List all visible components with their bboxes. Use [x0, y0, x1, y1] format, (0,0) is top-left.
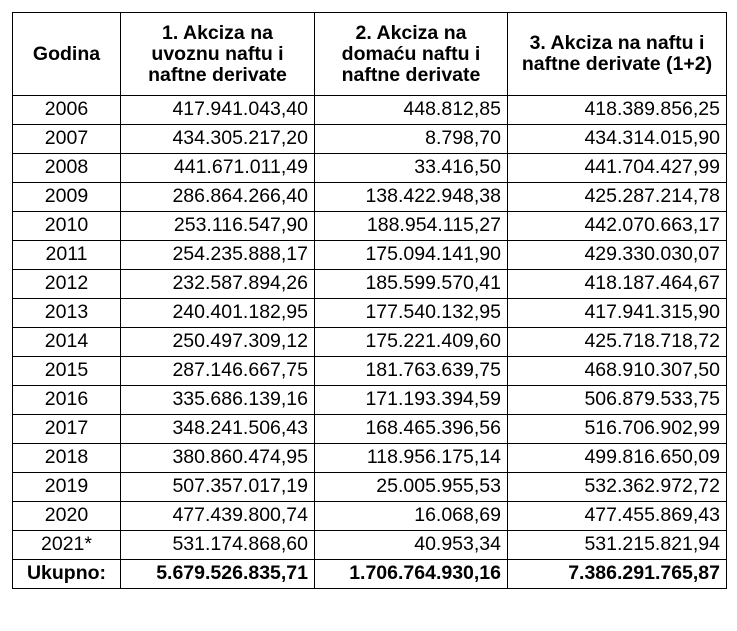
- cell-total-excise: 442.070.663,17: [508, 212, 727, 241]
- cell-total-excise: 434.314.015,90: [508, 125, 727, 154]
- cell-domestic-excise: 175.094.141,90: [315, 241, 508, 270]
- total-import-excise: 5.679.526.835,71: [121, 560, 315, 589]
- table-body: [13, 96, 727, 560]
- cell-total-excise: 418.187.464,67: [508, 270, 727, 299]
- cell-import-excise: 507.357.017,19: [121, 473, 315, 502]
- excise-revenue-table: [12, 12, 727, 589]
- cell-import-excise: 531.174.868,60: [121, 531, 315, 560]
- cell-import-excise: 434.305.217,20: [121, 125, 315, 154]
- cell-total-excise: 468.910.307,50: [508, 357, 727, 386]
- table-row: [13, 212, 727, 241]
- cell-import-excise: 232.587.894,26: [121, 270, 315, 299]
- cell-import-excise: 348.241.506,43: [121, 415, 315, 444]
- cell-year: 2009: [13, 183, 121, 212]
- table-row: [13, 299, 727, 328]
- cell-total-excise: 417.941.315,90: [508, 299, 727, 328]
- cell-year: 2010: [13, 212, 121, 241]
- cell-import-excise: 254.235.888,17: [121, 241, 315, 270]
- cell-year: 2006: [13, 96, 121, 125]
- table-row: [13, 125, 727, 154]
- cell-domestic-excise: 171.193.394,59: [315, 386, 508, 415]
- cell-total-excise: 531.215.821,94: [508, 531, 727, 560]
- cell-import-excise: 286.864.266,40: [121, 183, 315, 212]
- table-row: [13, 444, 727, 473]
- cell-domestic-excise: 181.763.639,75: [315, 357, 508, 386]
- header-total-excise: 3. Akciza na naftu i naftne derivate (1+2): [508, 13, 727, 96]
- cell-import-excise: 441.671.011,49: [121, 154, 315, 183]
- cell-domestic-excise: 448.812,85: [315, 96, 508, 125]
- header-year: Godina: [13, 13, 121, 96]
- cell-import-excise: 477.439.800,74: [121, 502, 315, 531]
- table-row: [13, 183, 727, 212]
- cell-year: 2015: [13, 357, 121, 386]
- cell-total-excise: 532.362.972,72: [508, 473, 727, 502]
- cell-import-excise: 380.860.474,95: [121, 444, 315, 473]
- cell-total-excise: 516.706.902,99: [508, 415, 727, 444]
- cell-total-excise: 499.816.650,09: [508, 444, 727, 473]
- table-row: [13, 415, 727, 444]
- cell-domestic-excise: 16.068,69: [315, 502, 508, 531]
- cell-import-excise: 253.116.547,90: [121, 212, 315, 241]
- cell-total-excise: 429.330.030,07: [508, 241, 727, 270]
- cell-year: 2018: [13, 444, 121, 473]
- cell-domestic-excise: 175.221.409,60: [315, 328, 508, 357]
- cell-year: 2020: [13, 502, 121, 531]
- cell-year: 2008: [13, 154, 121, 183]
- cell-domestic-excise: 168.465.396,56: [315, 415, 508, 444]
- cell-domestic-excise: 40.953,34: [315, 531, 508, 560]
- table-row: [13, 241, 727, 270]
- header-row: [13, 13, 727, 96]
- cell-year: 2017: [13, 415, 121, 444]
- cell-total-excise: 506.879.533,75: [508, 386, 727, 415]
- cell-total-excise: 441.704.427,99: [508, 154, 727, 183]
- cell-domestic-excise: 118.956.175,14: [315, 444, 508, 473]
- table-row: [13, 473, 727, 502]
- cell-year: 2016: [13, 386, 121, 415]
- cell-import-excise: 250.497.309,12: [121, 328, 315, 357]
- table-row: [13, 270, 727, 299]
- cell-total-excise: 418.389.856,25: [508, 96, 727, 125]
- cell-year: 2014: [13, 328, 121, 357]
- total-row: [13, 560, 727, 589]
- table-row: [13, 357, 727, 386]
- table-row: [13, 96, 727, 125]
- cell-import-excise: 335.686.139,16: [121, 386, 315, 415]
- cell-total-excise: 425.287.214,78: [508, 183, 727, 212]
- cell-year: 2012: [13, 270, 121, 299]
- total-excise: 7.386.291.765,87: [508, 560, 727, 589]
- cell-total-excise: 425.718.718,72: [508, 328, 727, 357]
- header-domestic-excise: 2. Akciza na domaću naftu i naftne derivate: [315, 13, 508, 96]
- cell-domestic-excise: 177.540.132,95: [315, 299, 508, 328]
- cell-import-excise: 287.146.667,75: [121, 357, 315, 386]
- cell-domestic-excise: 33.416,50: [315, 154, 508, 183]
- total-label: Ukupno:: [13, 560, 121, 589]
- cell-year: 2019: [13, 473, 121, 502]
- cell-domestic-excise: 8.798,70: [315, 125, 508, 154]
- cell-domestic-excise: 138.422.948,38: [315, 183, 508, 212]
- table-row: [13, 531, 727, 560]
- cell-domestic-excise: 188.954.115,27: [315, 212, 508, 241]
- cell-domestic-excise: 185.599.570,41: [315, 270, 508, 299]
- cell-year: 2021*: [13, 531, 121, 560]
- table-row: [13, 154, 727, 183]
- cell-domestic-excise: 25.005.955,53: [315, 473, 508, 502]
- cell-year: 2011: [13, 241, 121, 270]
- cell-import-excise: 417.941.043,40: [121, 96, 315, 125]
- table-row: [13, 328, 727, 357]
- cell-total-excise: 477.455.869,43: [508, 502, 727, 531]
- table-row: [13, 386, 727, 415]
- cell-year: 2007: [13, 125, 121, 154]
- cell-import-excise: 240.401.182,95: [121, 299, 315, 328]
- total-domestic-excise: 1.706.764.930,16: [315, 560, 508, 589]
- header-import-excise: 1. Akciza na uvoznu naftu i naftne derivate: [121, 13, 315, 96]
- table-row: [13, 502, 727, 531]
- cell-year: 2013: [13, 299, 121, 328]
